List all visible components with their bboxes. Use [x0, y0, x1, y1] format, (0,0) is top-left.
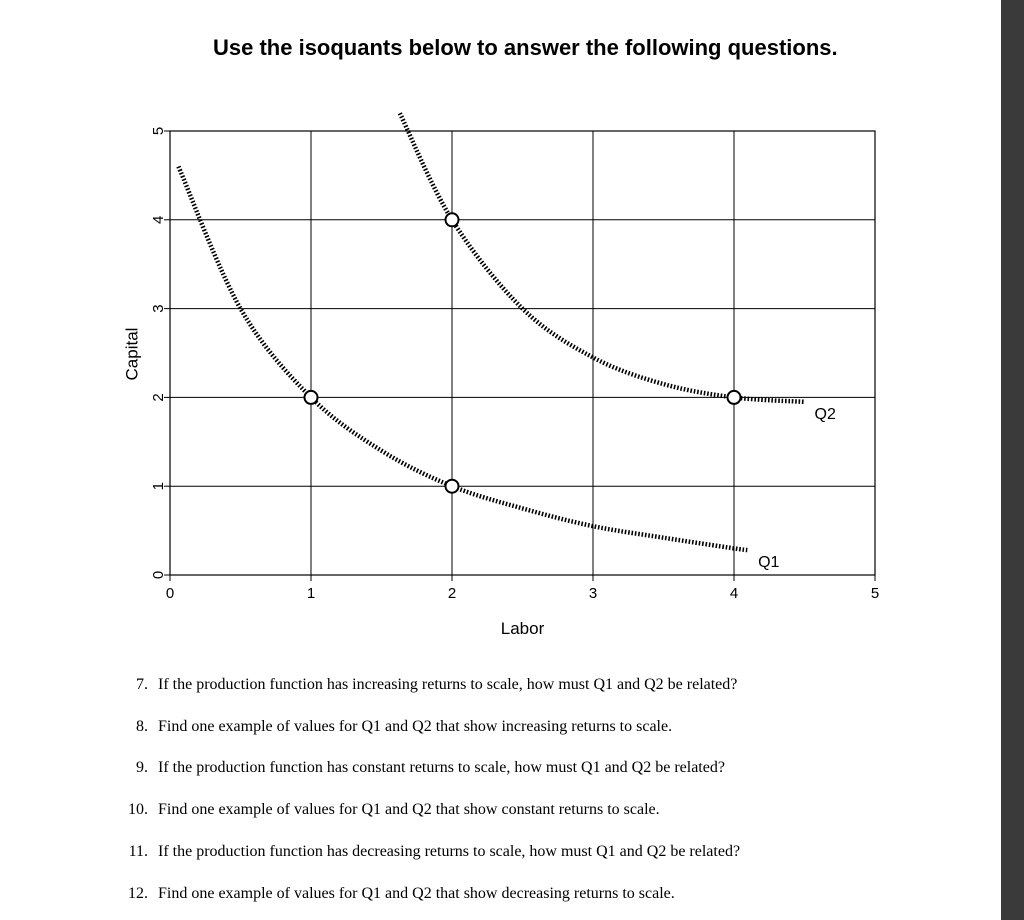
y-axis-label: Capital — [122, 327, 142, 381]
chart-labels — [122, 127, 879, 638]
isoquant-q1-line — [178, 167, 748, 551]
question-text: If the production function has increasing returns to scale, how must Q1 and Q2 be related? — [158, 676, 738, 693]
question-text: Find one example of values for Q1 and Q2 that show constant returns to scale. — [158, 801, 660, 818]
isoquant-q1-point — [446, 480, 459, 493]
series-label-q2: Q2 — [814, 405, 836, 423]
y-tick-label: 0 — [149, 570, 167, 580]
series-label-q1: Q1 — [758, 554, 780, 572]
x-tick-label: 1 — [306, 585, 316, 602]
question-number: 11. — [128, 843, 148, 860]
x-tick-label: 5 — [870, 585, 880, 602]
question-text: Find one example of values for Q1 and Q2 that show increasing returns to scale. — [158, 718, 673, 735]
x-tick-label: 0 — [165, 585, 175, 602]
question-item — [0, 885, 1000, 907]
y-tick-label: 5 — [149, 126, 167, 136]
y-tick-label: 1 — [149, 482, 167, 491]
page-heading: Use the isoquants below to answer the following questions. — [213, 35, 838, 60]
y-tick-label: 2 — [149, 393, 167, 402]
scrollbar[interactable] — [1001, 0, 1024, 920]
question-number: 10. — [128, 801, 148, 818]
question-item — [0, 801, 1000, 823]
question-text: If the production function has decreasing returns to scale, how must Q1 and Q2 be related? — [158, 843, 741, 860]
x-tick-label: 3 — [588, 585, 598, 602]
question-item — [0, 843, 1000, 865]
question-item — [0, 676, 1000, 698]
question-text: Find one example of values for Q1 and Q2 that show decreasing returns to scale. — [158, 885, 675, 902]
question-number: 12. — [128, 885, 148, 902]
y-tick-label: 4 — [149, 215, 167, 224]
question-number: 9. — [136, 759, 148, 776]
isoquant-q2-point — [728, 391, 741, 404]
question-number: 8. — [136, 718, 148, 735]
question-number: 7. — [136, 676, 148, 693]
chart-series — [178, 113, 804, 550]
question-item — [0, 718, 1000, 740]
x-tick-label: 2 — [447, 585, 457, 602]
question-text: If the production function has constant returns to scale, how must Q1 and Q2 be related? — [158, 759, 725, 776]
isoquant-q1-point — [305, 391, 318, 404]
question-item — [0, 759, 1000, 781]
y-tick-label: 3 — [149, 304, 167, 313]
x-tick-label: 4 — [729, 585, 739, 602]
isoquant-q2-line — [400, 113, 805, 402]
isoquant-q2-point — [446, 213, 459, 226]
x-axis-label: Labor — [500, 619, 545, 638]
